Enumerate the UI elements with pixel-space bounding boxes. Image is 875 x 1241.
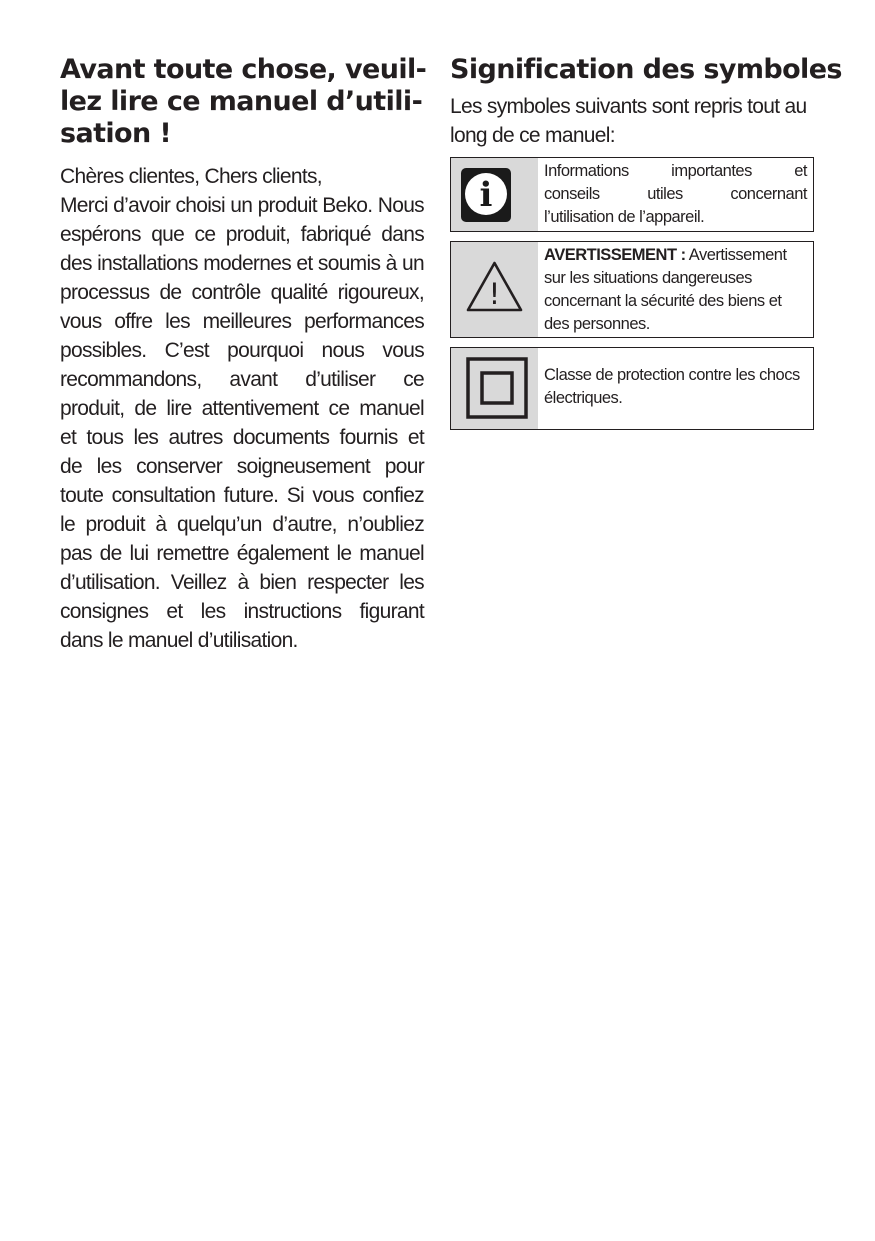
intro-line: Les symboles suivants sont repris tout au bbox=[450, 95, 807, 118]
body-line: dans le manuel d’utilisation. bbox=[60, 629, 298, 652]
intro-paragraph bbox=[60, 162, 424, 655]
greeting-line: Chères clientes, Chers clients, bbox=[60, 165, 322, 188]
desc-line: conseils utiles concernant bbox=[544, 185, 807, 203]
symbol-row-protection-class bbox=[450, 347, 814, 430]
intro-line: long de ce manuel: bbox=[450, 124, 615, 147]
warning-label: AVERTISSEMENT : bbox=[544, 246, 686, 264]
body-line: des installations modernes et soumis à un bbox=[60, 252, 424, 275]
body-line: consignes et les instructions figurant bbox=[60, 600, 424, 623]
body-line: Merci d’avoir choisi un produit Beko. Nous bbox=[60, 194, 424, 217]
warning-triangle-icon bbox=[451, 242, 538, 337]
svg-text:!: ! bbox=[488, 277, 501, 311]
body-line: recommandons, avant d’utiliser ce bbox=[60, 368, 424, 391]
section-title-read-manual bbox=[60, 54, 427, 150]
body-line: processus de contrôle qualité rigoureux, bbox=[60, 281, 424, 304]
title-line: Avant toute chose, veuil- bbox=[60, 54, 427, 85]
body-line: pas de lui remettre également le manuel bbox=[60, 542, 424, 565]
symbols-intro bbox=[450, 92, 816, 150]
desc-line: Informations importantes et bbox=[544, 162, 807, 180]
warning-text: Avertissement bbox=[685, 246, 787, 264]
desc-line: l’utilisation de l’appareil. bbox=[544, 208, 705, 226]
intro-section bbox=[60, 54, 427, 655]
desc-line: Classe de protection contre les chocs bbox=[544, 366, 800, 384]
symbol-icon-cell bbox=[451, 158, 538, 231]
title-line: lez lire ce manuel d’utili- bbox=[60, 86, 423, 117]
desc-line: sur les situations dangereuses bbox=[544, 269, 752, 287]
symbols-section bbox=[450, 54, 842, 150]
double-insulation-icon bbox=[451, 348, 538, 429]
symbol-description bbox=[538, 158, 813, 231]
desc-line: électriques. bbox=[544, 389, 623, 407]
symbol-icon-cell bbox=[451, 348, 538, 429]
body-line: d’utilisation. Veillez à bien respecter les bbox=[60, 571, 424, 594]
symbol-row-warning bbox=[450, 241, 814, 338]
symbol-description bbox=[538, 242, 813, 337]
body-line: et tous les autres documents fournis et bbox=[60, 426, 424, 449]
body-line: vous offre les meilleures performances bbox=[60, 310, 424, 333]
body-line: produit, de lire attentivement ce manuel bbox=[60, 397, 424, 420]
body-line: espérons que ce produit, fabriqué dans bbox=[60, 223, 424, 246]
desc-line: des personnes. bbox=[544, 315, 650, 333]
symbol-description bbox=[538, 348, 813, 429]
symbol-icon-cell bbox=[451, 242, 538, 337]
symbol-row-info bbox=[450, 157, 814, 232]
info-icon: i bbox=[461, 168, 511, 222]
desc-line: concernant la sécurité des biens et bbox=[544, 292, 782, 310]
section-title-symbols: Signification des symboles bbox=[450, 54, 842, 85]
title-line: sation ! bbox=[60, 118, 172, 149]
body-line: le produit à quelqu’un d’autre, n’oubliez bbox=[60, 513, 424, 536]
body-line: de les conserver soigneusement pour bbox=[60, 455, 424, 478]
desc-line bbox=[544, 244, 813, 267]
body-line: toute consultation future. Si vous confiez bbox=[60, 484, 424, 507]
body-line: possibles. C’est pourquoi nous vous bbox=[60, 339, 424, 362]
